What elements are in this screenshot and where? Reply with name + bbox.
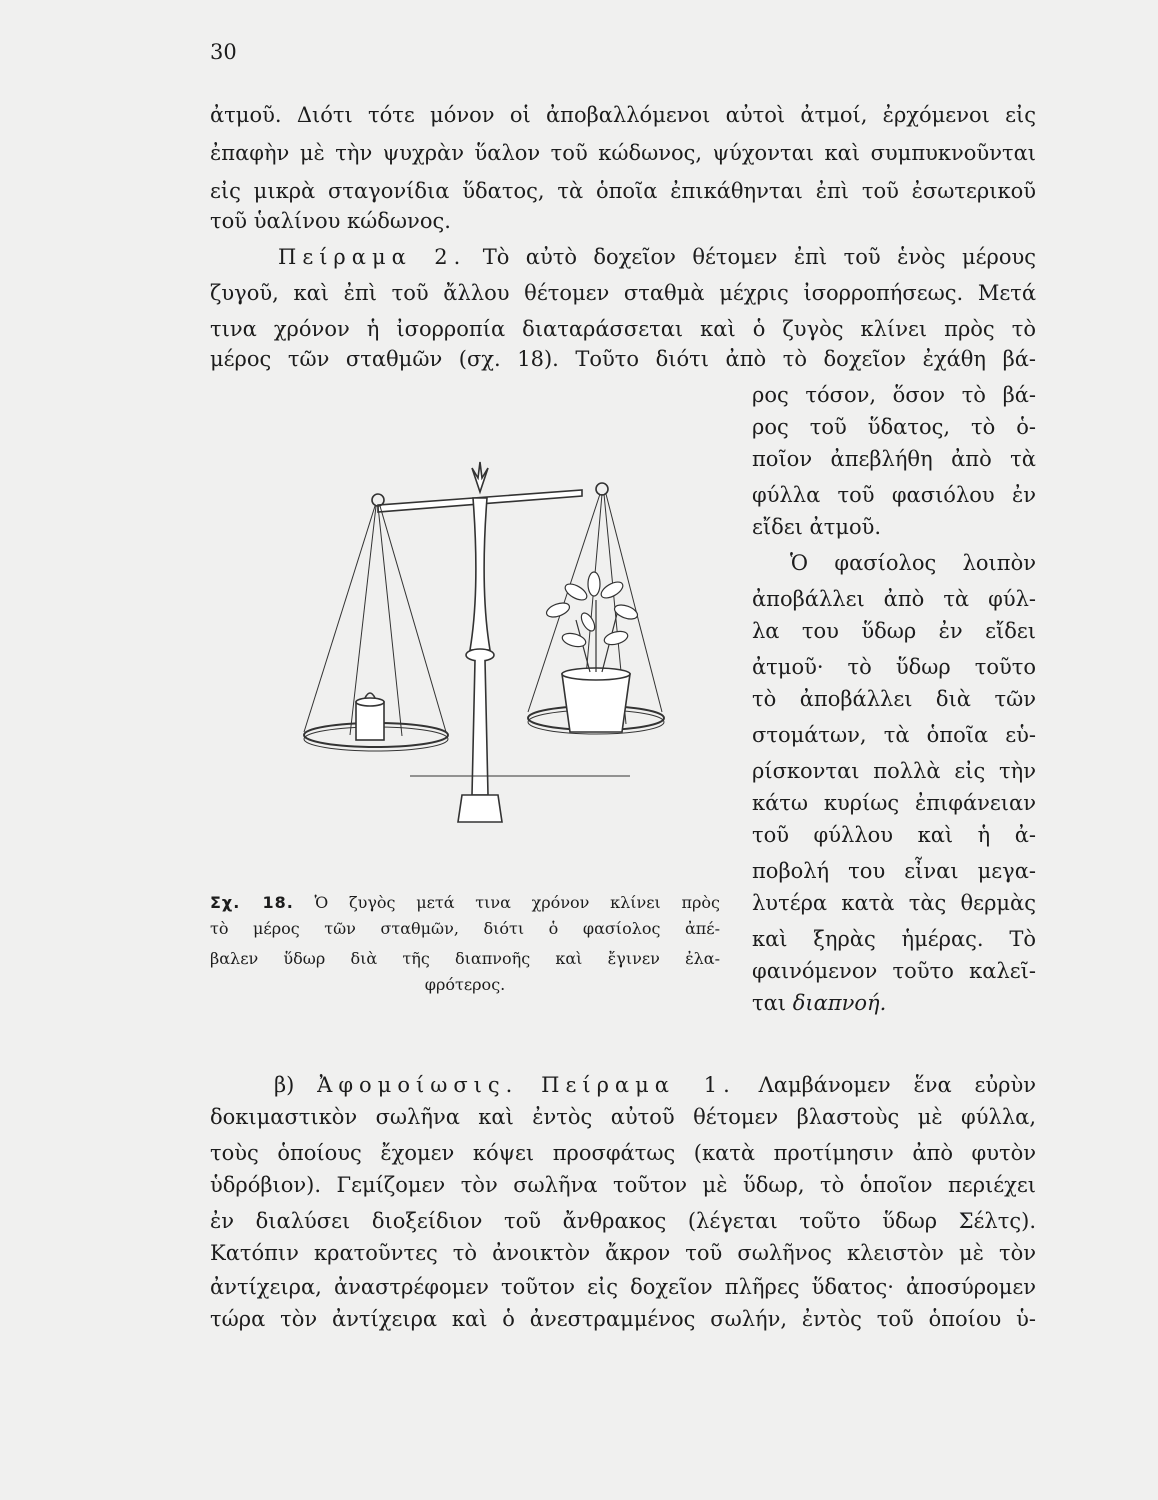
text-line: τοὺς ὁποίους ἔχομεν κόψει προσφάτως (κατὰ προτίμησιν ἀπὸ φυτὸν xyxy=(210,1141,1036,1165)
scale-column xyxy=(458,498,502,822)
text-line: τοῦ ὑαλίνου κώδωνος. xyxy=(210,209,451,233)
caption-label: Σχ. 18. xyxy=(210,893,294,912)
text-line: ἀτμοῦ. Διότι τότε μόνον οἱ ἀποβαλλόμενοι αὐτοὶ ἀτμοί, ἐρχόμενοι εἰς xyxy=(210,103,1036,127)
text-line: ποῖον ἀπεβλήθη ἀπὸ τὰ xyxy=(752,447,1036,471)
section-title: Ἀφομοίωσις. xyxy=(317,1073,519,1097)
text-line: φαινόμενον τοῦτο καλεῖ- xyxy=(752,959,1036,983)
text-line: ρίσκονται πολλὰ εἰς τὴν xyxy=(752,759,1036,783)
text-line: εἴδει ἀτμοῦ. xyxy=(752,515,882,539)
weight-icon xyxy=(356,693,384,740)
text-span: ται xyxy=(752,991,787,1015)
text-line: κάτω κυρίως ἐπιφάνειαν xyxy=(752,791,1036,815)
scale-finial xyxy=(472,462,488,492)
text-line: φύλλα τοῦ φασιόλου ἐν xyxy=(752,483,1036,507)
scale-beam xyxy=(372,483,608,512)
text-line: στομάτων, τὰ ὁποῖα εὑ- xyxy=(752,723,1036,747)
text-line: τινα χρόνον ἡ ἰσορροπία διαταράσσεται καὶ ὁ ζυγὸς κλίνει πρὸς τὸ xyxy=(210,317,1036,341)
text-line: ζυγοῦ, καὶ ἐπὶ τοῦ ἄλλου θέτομεν σταθμὰ μέχρις ἰσορροπήσεως. Μετά xyxy=(210,281,1036,305)
text-line: ὑδρόβιον). Γεμίζομεν τὸν σωλῆνα τοῦτον μὲ ὕδωρ, τὸ ὁποῖον περιέχει xyxy=(210,1173,1036,1197)
text-line: ρος τόσον, ὅσον τὸ βά- xyxy=(752,383,1036,407)
text-span: Λαμβάνομεν ἕνα εὐρὺν xyxy=(758,1073,1037,1097)
text-span: Ὁ ζυγὸς μετά τινα χρόνον κλίνει πρὸς xyxy=(314,893,720,912)
text-line xyxy=(210,242,1036,272)
caption-line: τὸ μέρος τῶν σταθμῶν, διότι ὁ φασίολος ἀπέ- xyxy=(210,919,720,938)
text-line: Κατόπιν κρατοῦντες τὸ ἀνοικτὸν ἄκρον τοῦ σωλῆνος κλειστὸν μὲ τὸν xyxy=(210,1241,1036,1265)
experiment-heading: Πείραμα 2. xyxy=(278,245,467,269)
term-diapnoi: διαπνοή. xyxy=(792,991,887,1015)
text-line: ἀποβάλλει ἀπὸ τὰ φύλ- xyxy=(752,587,1036,611)
experiment-heading: Πείραμα 1. xyxy=(541,1073,736,1097)
text-line: ἐν διαλύσει διοξείδιον τοῦ ἄνθρακος (λέγεται τοῦτο ὕδωρ Σέλτς). xyxy=(210,1209,1036,1233)
text-span: β) xyxy=(274,1073,318,1097)
balance-scale-illustration xyxy=(290,450,670,830)
text-line: Ὁ φασίολος λοιπὸν xyxy=(790,551,1036,575)
text-line: λα του ὕδωρ ἐν εἴδει xyxy=(752,619,1036,643)
text-line: ἀτμοῦ· τὸ ὕδωρ τοῦτο xyxy=(752,655,1036,679)
text-line: καὶ ξηρὰς ἡμέρας. Τὸ xyxy=(752,927,1036,951)
text-line xyxy=(210,1070,1036,1100)
text-line: εἰς μικρὰ σταγονίδια ὕδατος, τὰ ὁποῖα ἐπικάθηνται ἐπὶ τοῦ ἐσωτερικοῦ xyxy=(210,179,1036,203)
text-line: ρος τοῦ ὕδατος, τὸ ὁ- xyxy=(752,415,1036,439)
page-number: 30 xyxy=(210,40,237,64)
text-line: ἐπαφὴν μὲ τὴν ψυχρὰν ὕαλον τοῦ κώδωνος, ψύχονται καὶ συμπυκνοῦνται xyxy=(210,141,1036,165)
text-line: τοῦ φύλλου καὶ ἡ ἀ- xyxy=(752,823,1036,847)
caption-line: φρότερος. xyxy=(424,975,506,994)
text-line: τὸ ἀποβάλλει διὰ τῶν xyxy=(752,687,1036,711)
text-line: δοκιμαστικὸν σωλῆνα καὶ ἐντὸς αὐτοῦ θέτομεν βλαστοὺς μὲ φύλλα, xyxy=(210,1105,1036,1129)
caption-line xyxy=(210,890,720,916)
text-line: μέρος τῶν σταθμῶν (σχ. 18). Τοῦτο διότι ἀπὸ τὸ δοχεῖον ἐχάθη βά- xyxy=(210,347,1036,371)
caption-line: βαλεν ὕδωρ διὰ τῆς διαπνοῆς καὶ ἔγινεν ἐλα- xyxy=(210,949,720,968)
text-line: ποβολή του εἶναι μεγα- xyxy=(752,859,1036,883)
text-line: τώρα τὸν ἀντίχειρα καὶ ὁ ἀνεστραμμένος σωλήν, ἐντὸς τοῦ ὁποίου ὑ- xyxy=(210,1307,1036,1331)
text-line: ἀντίχειρα, ἀναστρέφομεν τοῦτον εἰς δοχεῖον πλῆρες ὕδατος· ἀποσύρομεν xyxy=(210,1275,1036,1299)
text-span: Τὸ αὐτὸ δοχεῖον θέτομεν ἐπὶ τοῦ ἑνὸς μέρους xyxy=(482,245,1036,269)
text-line: λυτέρα κατὰ τὰς θερμὰς xyxy=(752,891,1036,915)
text-line xyxy=(752,988,1036,1018)
